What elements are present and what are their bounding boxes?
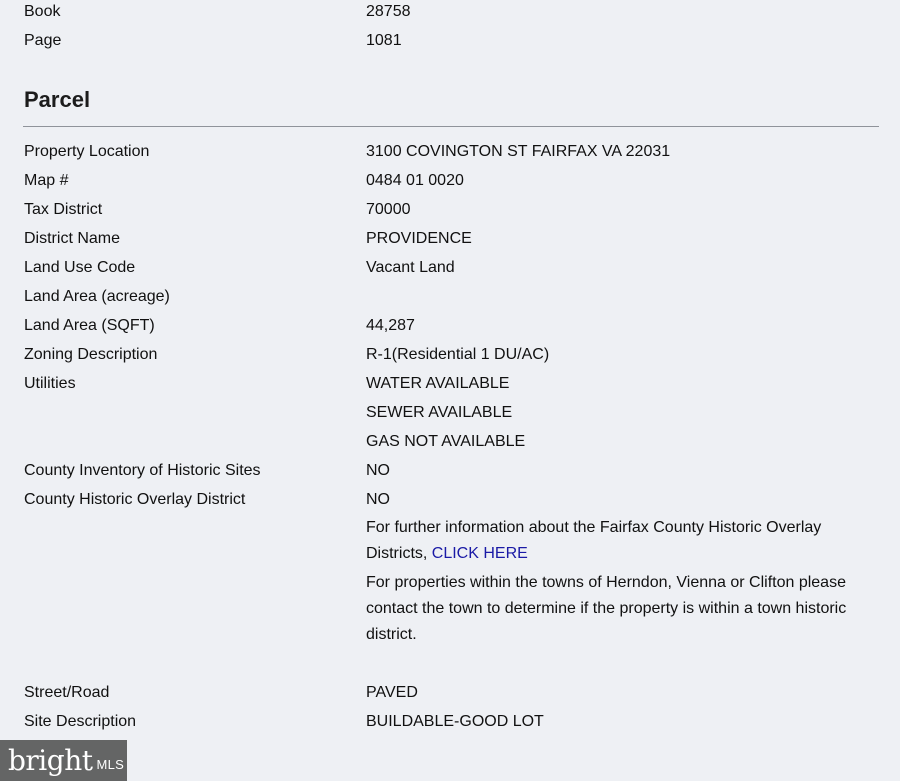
detail-row-historic-sites [24,459,884,483]
historic-overlay-note [366,515,866,567]
row-value: WATER AVAILABLE [366,375,510,392]
detail-row-land-use-code [24,256,884,280]
row-label: Book [24,3,61,20]
row-label: Site Description [24,713,137,730]
watermark-suffix: MLS [96,757,125,772]
row-label: Zoning Description [24,346,158,363]
row-value: 1081 [366,32,402,49]
row-label: Map # [24,172,69,189]
row-value: GAS NOT AVAILABLE [366,433,526,450]
row-label: Tax District [24,201,103,218]
row-value: NO [366,462,390,479]
row-label: County Inventory of Historic Sites [24,462,261,479]
detail-row-property-location [24,140,884,164]
detail-row-utilities-gas [24,430,884,454]
detail-row-historic-overlay [24,488,884,512]
row-value: 44,287 [366,317,415,334]
row-label: Property Location [24,143,150,160]
section-title-parcel: Parcel [24,87,91,112]
row-label: County Historic Overlay District [24,491,246,508]
detail-row-land-area-sqft [24,314,884,338]
detail-row-utilities [24,372,884,396]
detail-row-site-description [24,710,884,734]
row-value: PAVED [366,684,418,701]
detail-row-book [24,0,884,24]
row-value: 28758 [366,3,411,20]
historic-overlay-note-text: For further information about the Fairfax County Historic Overlay Districts, [366,519,822,562]
click-here-link[interactable]: CLICK HERE [431,545,528,562]
row-label: Land Area (SQFT) [24,317,155,334]
row-label: District Name [24,230,121,247]
row-value: SEWER AVAILABLE [366,404,513,421]
row-value: NO [366,491,390,508]
row-value: 3100 COVINGTON ST FAIRFAX VA 22031 [366,143,671,160]
row-value: BUILDABLE-GOOD LOT [366,713,544,730]
detail-row-utilities-sewer [24,401,884,425]
row-value: Vacant Land [366,259,455,276]
bright-mls-watermark [0,740,127,781]
detail-row-land-area-acreage [24,285,884,309]
row-value: 0484 01 0020 [366,172,464,189]
row-label: Street/Road [24,684,110,701]
row-value: R-1(Residential 1 DU/AC) [366,346,550,363]
row-value: PROVIDENCE [366,230,472,247]
section-divider [23,126,879,127]
row-label: Land Use Code [24,259,136,276]
row-label: Utilities [24,375,76,392]
row-label: Page [24,32,62,49]
detail-row-map-number [24,169,884,193]
detail-row-zoning-description [24,343,884,367]
row-value: 70000 [366,201,411,218]
detail-row-tax-district [24,198,884,222]
watermark-brand: bright [8,743,93,777]
detail-row-street-road [24,681,884,705]
detail-row-district-name [24,227,884,251]
row-label: Land Area (acreage) [24,288,170,305]
towns-historic-note: For properties within the towns of Herndon, Vienna or Clifton please contact the town to determine if the property is within a town historic district. [366,574,847,643]
detail-row-page [24,29,884,53]
